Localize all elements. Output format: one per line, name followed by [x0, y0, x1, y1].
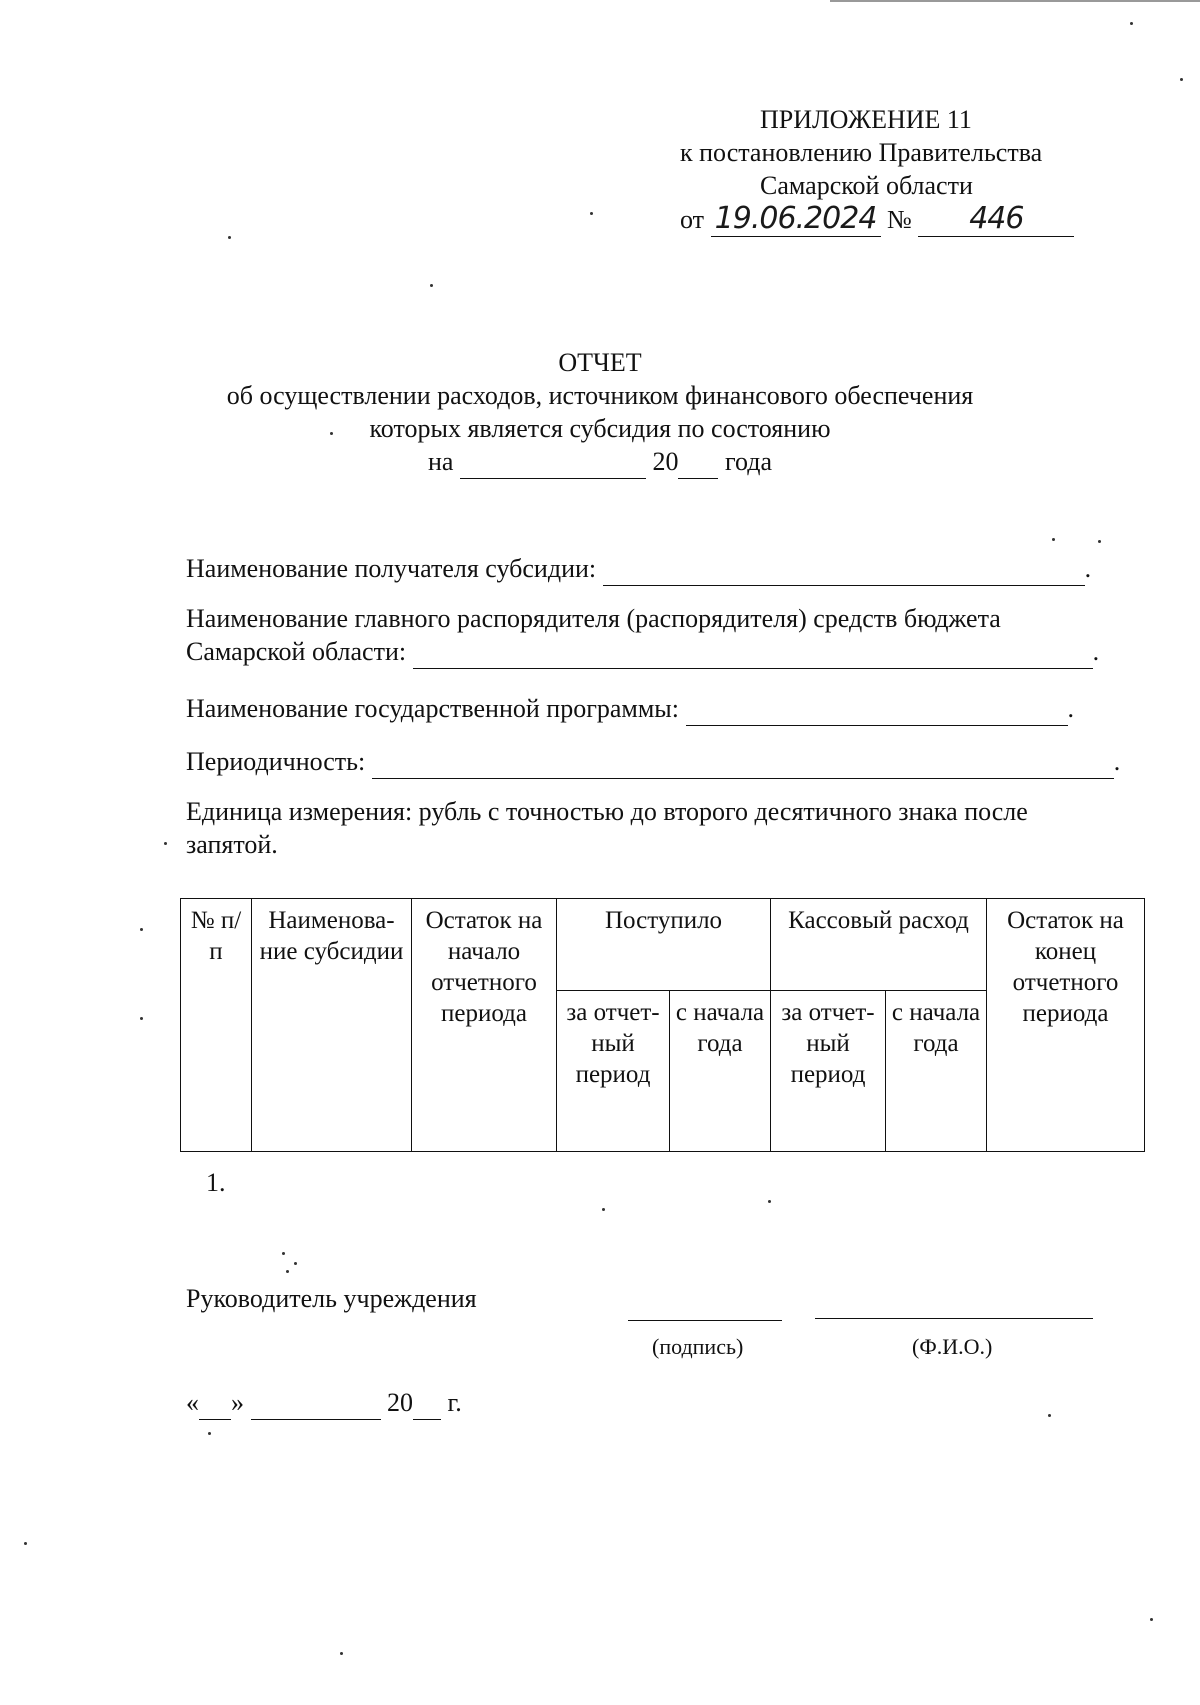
col-header-cash-expense: Кассовый расход: [771, 899, 987, 991]
scan-speck: [602, 1208, 605, 1211]
report-table: [180, 898, 1145, 1152]
scan-speck: [1150, 1618, 1153, 1621]
col-header-received: Поступило: [557, 899, 771, 991]
col-header-number: № п/п: [181, 899, 252, 1152]
sign-date-line: [186, 1386, 462, 1420]
appendix-number-field: [918, 202, 1074, 237]
scan-speck: [1098, 540, 1101, 543]
scan-speck: [208, 1432, 211, 1435]
scan-speck: [140, 928, 143, 931]
subheader-received-year: с начала года: [670, 991, 771, 1152]
report-date-prefix: на: [427, 447, 454, 476]
appendix-block: [640, 103, 1100, 237]
scan-speck: [340, 1652, 343, 1655]
report-heading: ОТЧЕТ: [558, 348, 642, 377]
field-manager-label-1: Наименование главного распорядителя (распорядителя) средств бюджета: [186, 604, 1001, 633]
sign-year-prefix: 20: [387, 1388, 413, 1417]
report-date-blank: [460, 445, 646, 479]
appendix-date-line: [640, 202, 1100, 237]
subheader-cash-period: за отчет-ный период: [771, 991, 886, 1152]
sign-month-blank: [251, 1386, 381, 1420]
field-recipient: Наименование получателя субсидии: .: [186, 552, 1136, 586]
appendix-date-prefix: от: [680, 205, 705, 234]
head-label: Руководитель учреждения: [186, 1284, 477, 1313]
scan-edge: [830, 0, 1200, 2]
field-manager-blank: [413, 635, 1093, 669]
scan-speck: [1052, 538, 1055, 541]
scan-speck: [590, 212, 593, 215]
appendix-number-prefix: №: [887, 205, 912, 234]
handwritten-number: 446: [969, 201, 1024, 236]
scan-speck: [282, 1252, 285, 1255]
field-program-blank: [686, 692, 1068, 726]
scan-speck: [228, 236, 231, 239]
scan-speck: [164, 842, 167, 845]
sign-date-open: «: [186, 1388, 199, 1417]
fio-caption: (Ф.И.О.): [912, 1334, 993, 1359]
col-header-end-balance: Остаток на конец отчетного периода: [987, 899, 1145, 1152]
appendix-line-2: Самарской области: [760, 171, 973, 200]
report-subtitle-1: об осуществлении расходов, источником финансового обеспечения: [226, 381, 974, 410]
appendix-title: ПРИЛОЖЕНИЕ 11: [760, 105, 972, 134]
scan-speck: [286, 1270, 289, 1273]
scan-speck: [1180, 78, 1183, 81]
field-recipient-label: Наименование получателя субсидии:: [186, 554, 597, 583]
table-row-number: 1.: [206, 1168, 226, 1197]
scan-speck: [24, 1542, 27, 1545]
signature-line: [628, 1320, 782, 1321]
report-year-prefix: 20: [652, 447, 679, 476]
handwritten-date: 19.06.2024: [714, 201, 877, 236]
report-date-suffix: года: [724, 447, 772, 476]
signature-caption: (подпись): [652, 1334, 744, 1359]
scan-speck: [768, 1200, 771, 1203]
field-periodicity-blank: [372, 745, 1114, 779]
field-unit-line-2: запятой.: [186, 830, 278, 859]
appendix-line-1: к постановлению Правительства: [680, 138, 1043, 167]
report-title-block: [180, 346, 1020, 479]
subheader-received-period: за отчет-ный период: [557, 991, 670, 1152]
field-manager-label-2: Самарской области:: [186, 637, 407, 666]
report-subtitle-2: которых является субсидия по состоянию: [369, 414, 831, 443]
scan-speck: [1130, 22, 1133, 25]
col-header-name: Наименова-ние субсидии: [252, 899, 412, 1152]
field-periodicity: Периодичность: .: [186, 745, 1136, 779]
field-manager: Наименование главного распорядителя (распорядителя) средств бюджета Самарской области: .: [186, 602, 1136, 669]
sign-date-close: »: [231, 1388, 244, 1417]
sign-year-blank: [413, 1386, 441, 1420]
field-unit-line-1: Единица измерения: рубль с точностью до второго десятичного знака после: [186, 797, 1028, 826]
field-program: Наименование государственной программы: .: [186, 692, 1136, 726]
subheader-cash-year: с начала года: [886, 991, 987, 1152]
report-year-blank: [678, 445, 718, 479]
field-recipient-blank: [603, 552, 1085, 586]
field-unit: [186, 795, 1136, 861]
report-date-line: [180, 445, 1020, 479]
scan-speck: [140, 1017, 143, 1020]
field-program-label: Наименование государственной программы:: [186, 694, 679, 723]
field-periodicity-label: Периодичность:: [186, 747, 366, 776]
scan-speck: [430, 284, 433, 287]
scan-speck: [294, 1262, 297, 1265]
sign-day-blank: [199, 1386, 231, 1420]
sign-date-suffix: г.: [447, 1388, 462, 1417]
scan-speck: [1048, 1414, 1051, 1417]
appendix-date-field: [711, 202, 881, 237]
fio-line: [815, 1318, 1093, 1319]
scan-speck: [330, 432, 333, 435]
col-header-start-balance: Остаток на начало отчетного периода: [412, 899, 557, 1152]
